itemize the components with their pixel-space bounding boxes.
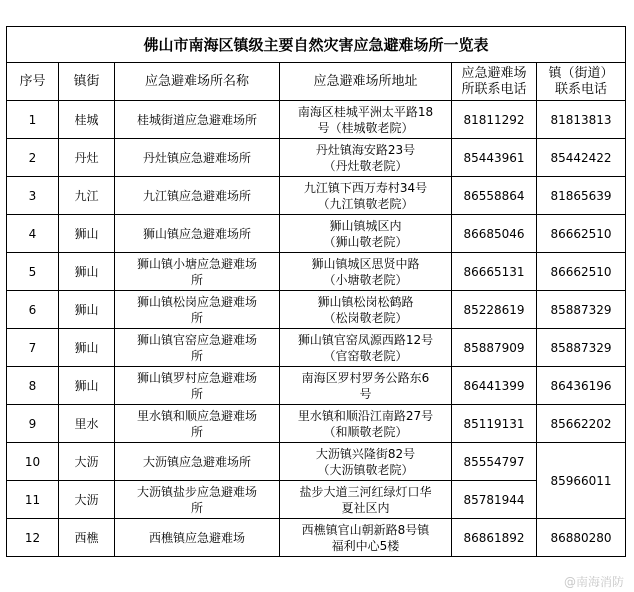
cell-shelter-address bbox=[280, 253, 452, 291]
header-town-phone-line2: 联系电话 bbox=[555, 81, 608, 97]
cell-shelter-name-text: 所 bbox=[190, 500, 203, 515]
cell-shelter-address-text: 盐步大道三河红绿灯口华 bbox=[299, 484, 432, 499]
cell-town-phone bbox=[537, 177, 626, 215]
cell-town bbox=[59, 101, 115, 139]
cell-town-phone bbox=[537, 405, 626, 443]
cell-shelter-address-text: （九江镇敬老院） bbox=[317, 196, 414, 211]
cell-seq-text: 4 bbox=[28, 226, 37, 241]
cell-shelter-address-text: （大沥镇敬老院） bbox=[317, 462, 414, 477]
cell-town-text: 桂城 bbox=[74, 112, 99, 127]
cell-shelter-address-text: 夏社区内 bbox=[341, 500, 390, 515]
cell-shelter-address-text: 丹灶镇海安路23号 bbox=[315, 142, 416, 157]
header-town: 镇街 bbox=[59, 63, 115, 101]
cell-town bbox=[59, 481, 115, 519]
cell-town-text: 狮山 bbox=[74, 226, 99, 241]
cell-shelter-phone-text: 81811292 bbox=[463, 112, 525, 127]
cell-shelter-address-text: 狮山镇城区思贤中路 bbox=[311, 256, 420, 271]
cell-seq-text: 11 bbox=[24, 492, 41, 507]
cell-seq-text: 9 bbox=[28, 416, 37, 431]
cell-seq bbox=[7, 215, 59, 253]
cell-town bbox=[59, 139, 115, 177]
cell-shelter-address bbox=[280, 367, 452, 405]
cell-shelter-name bbox=[115, 139, 280, 177]
table-row bbox=[7, 177, 626, 215]
cell-seq bbox=[7, 101, 59, 139]
cell-shelter-name-text: 所 bbox=[190, 310, 203, 325]
cell-town-phone bbox=[537, 367, 626, 405]
cell-shelter-name bbox=[115, 405, 280, 443]
cell-shelter-phone-text: 85228619 bbox=[463, 302, 525, 317]
cell-shelter-name bbox=[115, 443, 280, 481]
cell-shelter-phone bbox=[452, 139, 537, 177]
cell-shelter-address-text: （丹灶敬老院） bbox=[323, 158, 408, 173]
cell-shelter-address-text: 西樵镇官山朝新路8号镇 bbox=[301, 522, 430, 537]
table-title: 佛山市南海区镇级主要自然灾害应急避难场所一览表 bbox=[7, 27, 626, 63]
cell-seq bbox=[7, 481, 59, 519]
cell-town-phone-text: 86436196 bbox=[550, 378, 612, 393]
cell-seq-text: 8 bbox=[28, 378, 37, 393]
cell-town-phone-text: 85442422 bbox=[550, 150, 612, 165]
cell-shelter-name-text: 所 bbox=[190, 272, 203, 287]
cell-shelter-phone bbox=[452, 519, 537, 557]
header-shelter-phone-line1: 应急避难场 bbox=[461, 65, 527, 81]
cell-shelter-address bbox=[280, 101, 452, 139]
cell-town-text: 西樵 bbox=[74, 530, 99, 545]
cell-town-phone bbox=[537, 253, 626, 291]
header-seq: 序号 bbox=[7, 63, 59, 101]
cell-shelter-address-text: 号 bbox=[359, 386, 372, 401]
cell-shelter-address bbox=[280, 519, 452, 557]
cell-town-phone bbox=[537, 291, 626, 329]
cell-shelter-name bbox=[115, 329, 280, 367]
cell-shelter-name-text: 狮山镇小塘应急避难场 bbox=[136, 256, 257, 271]
cell-shelter-address bbox=[280, 405, 452, 443]
cell-shelter-name-text: 大沥镇应急避难场所 bbox=[142, 454, 251, 469]
cell-town-text: 大沥 bbox=[74, 492, 99, 507]
cell-shelter-name-text: 大沥镇盐步应急避难场 bbox=[136, 484, 257, 499]
cell-town-phone-text: 86662510 bbox=[550, 264, 612, 279]
cell-shelter-phone-text: 85887909 bbox=[463, 340, 525, 355]
cell-seq bbox=[7, 177, 59, 215]
cell-shelter-address bbox=[280, 329, 452, 367]
table-row bbox=[7, 215, 626, 253]
cell-shelter-address-text: 福利中心5楼 bbox=[331, 538, 400, 553]
cell-shelter-address-text: 南海区罗村罗务公路东6 bbox=[301, 370, 430, 385]
cell-seq-text: 1 bbox=[28, 112, 37, 127]
cell-town-phone bbox=[537, 443, 626, 519]
cell-shelter-phone-text: 86861892 bbox=[463, 530, 525, 545]
cell-town-phone bbox=[537, 519, 626, 557]
cell-town-phone bbox=[537, 139, 626, 177]
cell-town-phone-text: 85887329 bbox=[550, 302, 612, 317]
shelter-table bbox=[6, 26, 626, 557]
cell-shelter-name bbox=[115, 253, 280, 291]
cell-shelter-phone-text: 86685046 bbox=[463, 226, 525, 241]
cell-town-text: 狮山 bbox=[74, 340, 99, 355]
cell-shelter-address-text: （松岗敬老院） bbox=[323, 310, 408, 325]
cell-seq-text: 6 bbox=[28, 302, 37, 317]
cell-shelter-address bbox=[280, 291, 452, 329]
cell-town bbox=[59, 291, 115, 329]
cell-shelter-phone-text: 86441399 bbox=[463, 378, 525, 393]
cell-shelter-address bbox=[280, 177, 452, 215]
cell-shelter-address-text: 九江镇下西万寿村34号 bbox=[303, 180, 428, 195]
cell-shelter-address-text: 狮山镇城区内 bbox=[329, 218, 402, 233]
cell-seq-text: 3 bbox=[28, 188, 37, 203]
cell-seq bbox=[7, 139, 59, 177]
cell-shelter-name bbox=[115, 291, 280, 329]
cell-shelter-address bbox=[280, 481, 452, 519]
cell-shelter-name-text: 狮山镇松岗应急避难场 bbox=[136, 294, 257, 309]
cell-shelter-name-text: 所 bbox=[190, 348, 203, 363]
cell-shelter-phone-text: 85443961 bbox=[463, 150, 525, 165]
cell-shelter-phone bbox=[452, 405, 537, 443]
table-row bbox=[7, 101, 626, 139]
cell-town-phone-text: 86662510 bbox=[550, 226, 612, 241]
cell-seq bbox=[7, 291, 59, 329]
cell-shelter-phone bbox=[452, 329, 537, 367]
cell-shelter-address bbox=[280, 139, 452, 177]
cell-seq bbox=[7, 329, 59, 367]
header-shelter-name: 应急避难场所名称 bbox=[115, 63, 280, 101]
cell-shelter-name-text: 里水镇和顺应急避难场 bbox=[136, 408, 257, 423]
cell-seq-text: 7 bbox=[28, 340, 37, 355]
cell-town-phone bbox=[537, 215, 626, 253]
table-row bbox=[7, 139, 626, 177]
cell-seq-text: 12 bbox=[24, 530, 41, 545]
cell-shelter-phone bbox=[452, 101, 537, 139]
cell-seq bbox=[7, 253, 59, 291]
cell-shelter-phone-text: 85119131 bbox=[463, 416, 525, 431]
cell-shelter-name bbox=[115, 177, 280, 215]
cell-shelter-name-text: 狮山镇应急避难场所 bbox=[142, 226, 251, 241]
table-row bbox=[7, 443, 626, 481]
cell-town bbox=[59, 329, 115, 367]
table-row bbox=[7, 253, 626, 291]
cell-town bbox=[59, 253, 115, 291]
cell-town-text: 狮山 bbox=[74, 378, 99, 393]
cell-shelter-address-text: 里水镇和顺沿江南路27号 bbox=[297, 408, 434, 423]
cell-shelter-phone bbox=[452, 367, 537, 405]
cell-shelter-phone-text: 86665131 bbox=[463, 264, 525, 279]
cell-shelter-phone bbox=[452, 291, 537, 329]
cell-shelter-address-text: （狮山敬老院） bbox=[323, 234, 408, 249]
table-row bbox=[7, 329, 626, 367]
table-row bbox=[7, 367, 626, 405]
cell-shelter-name-text: 丹灶镇应急避难场所 bbox=[142, 150, 251, 165]
cell-seq-text: 2 bbox=[28, 150, 37, 165]
cell-town-phone bbox=[537, 101, 626, 139]
table-body bbox=[7, 101, 626, 557]
cell-shelter-address-text: （小塘敬老院） bbox=[323, 272, 408, 287]
cell-shelter-address-text: 南海区桂城平洲太平路18 bbox=[297, 104, 434, 119]
cell-shelter-name-text: 桂城街道应急避难场所 bbox=[136, 112, 257, 127]
cell-seq bbox=[7, 405, 59, 443]
cell-shelter-name bbox=[115, 101, 280, 139]
cell-shelter-phone bbox=[452, 215, 537, 253]
cell-shelter-phone bbox=[452, 481, 537, 519]
cell-shelter-phone bbox=[452, 177, 537, 215]
table-row bbox=[7, 481, 626, 519]
cell-shelter-name bbox=[115, 215, 280, 253]
header-shelter-phone bbox=[452, 63, 537, 101]
table-row bbox=[7, 291, 626, 329]
cell-seq bbox=[7, 443, 59, 481]
cell-shelter-address-text: （官窑敬老院） bbox=[323, 348, 408, 363]
cell-town-text: 狮山 bbox=[74, 264, 99, 279]
cell-shelter-address-text: 号（桂城敬老院） bbox=[317, 120, 414, 135]
cell-seq bbox=[7, 519, 59, 557]
cell-shelter-name-text: 所 bbox=[190, 424, 203, 439]
cell-town-text: 狮山 bbox=[74, 302, 99, 317]
cell-shelter-address-text: 狮山镇官窑凤源西路12号 bbox=[297, 332, 434, 347]
cell-town-phone-text: 85966011 bbox=[550, 473, 612, 488]
cell-shelter-address-text: 狮山镇松岗松鹤路 bbox=[317, 294, 414, 309]
cell-town-phone-text: 81813813 bbox=[550, 112, 612, 127]
cell-town-phone-text: 85887329 bbox=[550, 340, 612, 355]
cell-shelter-name bbox=[115, 481, 280, 519]
cell-shelter-name-text: 狮山镇罗村应急避难场 bbox=[136, 370, 257, 385]
cell-shelter-address bbox=[280, 215, 452, 253]
cell-shelter-phone-text: 85554797 bbox=[463, 454, 525, 469]
cell-town-phone bbox=[537, 329, 626, 367]
cell-town bbox=[59, 519, 115, 557]
header-town-phone-line1: 镇（街道） bbox=[548, 65, 614, 81]
cell-shelter-name-text: 九江镇应急避难场所 bbox=[142, 188, 251, 203]
cell-shelter-name bbox=[115, 519, 280, 557]
cell-shelter-phone-text: 86558864 bbox=[463, 188, 525, 203]
cell-town bbox=[59, 405, 115, 443]
cell-shelter-address-text: 大沥镇兴隆街82号 bbox=[315, 446, 416, 461]
cell-shelter-name bbox=[115, 367, 280, 405]
watermark: @南海消防 bbox=[563, 575, 624, 589]
cell-town bbox=[59, 443, 115, 481]
cell-town-phone-text: 85662202 bbox=[550, 416, 612, 431]
cell-shelter-name-text: 西樵镇应急避难场 bbox=[148, 530, 245, 545]
cell-town-text: 里水 bbox=[74, 416, 99, 431]
cell-town bbox=[59, 215, 115, 253]
cell-shelter-phone bbox=[452, 253, 537, 291]
header-shelter-phone-line2: 所联系电话 bbox=[461, 81, 527, 97]
cell-seq-text: 10 bbox=[24, 454, 41, 469]
cell-town-text: 丹灶 bbox=[74, 150, 99, 165]
cell-shelter-phone-text: 85781944 bbox=[463, 492, 525, 507]
cell-shelter-address bbox=[280, 443, 452, 481]
cell-seq bbox=[7, 367, 59, 405]
cell-shelter-address-text: （和顺敬老院） bbox=[323, 424, 408, 439]
header-shelter-address: 应急避难场所地址 bbox=[280, 63, 452, 101]
table-row bbox=[7, 519, 626, 557]
cell-shelter-name-text: 所 bbox=[190, 386, 203, 401]
header-town-phone bbox=[537, 63, 626, 101]
cell-town-text: 大沥 bbox=[74, 454, 99, 469]
cell-town-text: 九江 bbox=[74, 188, 99, 203]
cell-shelter-phone bbox=[452, 443, 537, 481]
cell-town-phone-text: 81865639 bbox=[550, 188, 612, 203]
cell-seq-text: 5 bbox=[28, 264, 37, 279]
table-row bbox=[7, 405, 626, 443]
cell-town-phone-text: 86880280 bbox=[550, 530, 612, 545]
cell-town bbox=[59, 177, 115, 215]
cell-town bbox=[59, 367, 115, 405]
cell-shelter-name-text: 狮山镇官窑应急避难场 bbox=[136, 332, 257, 347]
